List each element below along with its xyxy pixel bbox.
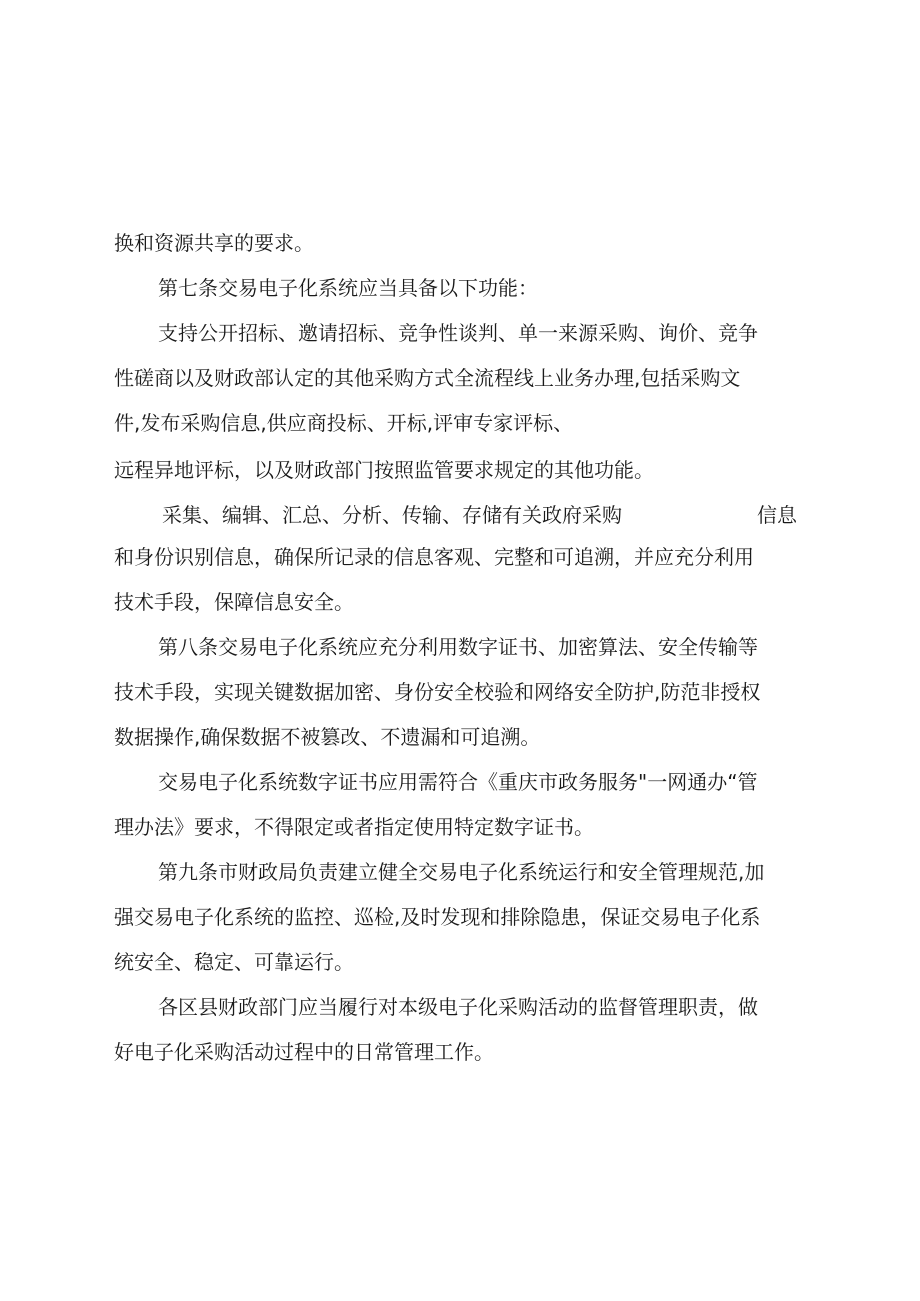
text-line: 第七条交易电子化系统应当具备以下功能： xyxy=(158,276,538,300)
text-line: 技术手段，保障信息安全。 xyxy=(114,590,354,614)
text-line: 好电子化采购活动过程中的日常管理工作。 xyxy=(114,1040,494,1064)
text-line: 交易电子化系统数字证书应用需符合《重庆市政务服务"一网通办“管 xyxy=(158,770,758,794)
text-line: 第八条交易电子化系统应充分利用数字证书、加密算法、安全传输等 xyxy=(158,635,758,659)
text-line: 信息 xyxy=(757,503,797,527)
text-line: 件,发布采购信息,供应商投标、开标,评审专家评标、 xyxy=(114,411,574,435)
text-line: 远程异地评标，以及财政部门按照监管要求规定的其他功能。 xyxy=(114,458,654,482)
text-line: 数据操作,确保数据不被篡改、不遗漏和可追溯。 xyxy=(114,725,541,749)
text-line: 换和资源共享的要求。 xyxy=(114,231,314,255)
text-line: 和身份识别信息，确保所记录的信息客观、完整和可追溯，并应充分利用 xyxy=(114,545,754,569)
text-line: 各区县财政部门应当履行对本级电子化采购活动的监督管理职责，做 xyxy=(158,995,758,1019)
text-line: 技术手段，实现关键数据加密、身份安全校验和网络安全防护,防范非授权 xyxy=(114,680,761,704)
text-line: 强交易电子化系统的监控、巡检,及时发现和排除隐患，保证交易电子化系 xyxy=(114,905,761,929)
text-line: 采集、编辑、汇总、分析、传输、存储有关政府采购 xyxy=(162,503,622,527)
text-line: 理办法》要求，不得限定或者指定使用特定数字证书。 xyxy=(114,815,594,839)
text-line: 支持公开招标、邀请招标、竞争性谈判、单一来源采购、询价、竞争 xyxy=(158,321,758,345)
text-line: 第九条市财政局负责建立健全交易电子化系统运行和安全管理规范,加 xyxy=(158,860,765,884)
text-line: 统安全、稳定、可靠运行。 xyxy=(114,950,354,974)
text-line: 性磋商以及财政部认定的其他采购方式全流程线上业务办理,包括采购文 xyxy=(114,366,741,390)
